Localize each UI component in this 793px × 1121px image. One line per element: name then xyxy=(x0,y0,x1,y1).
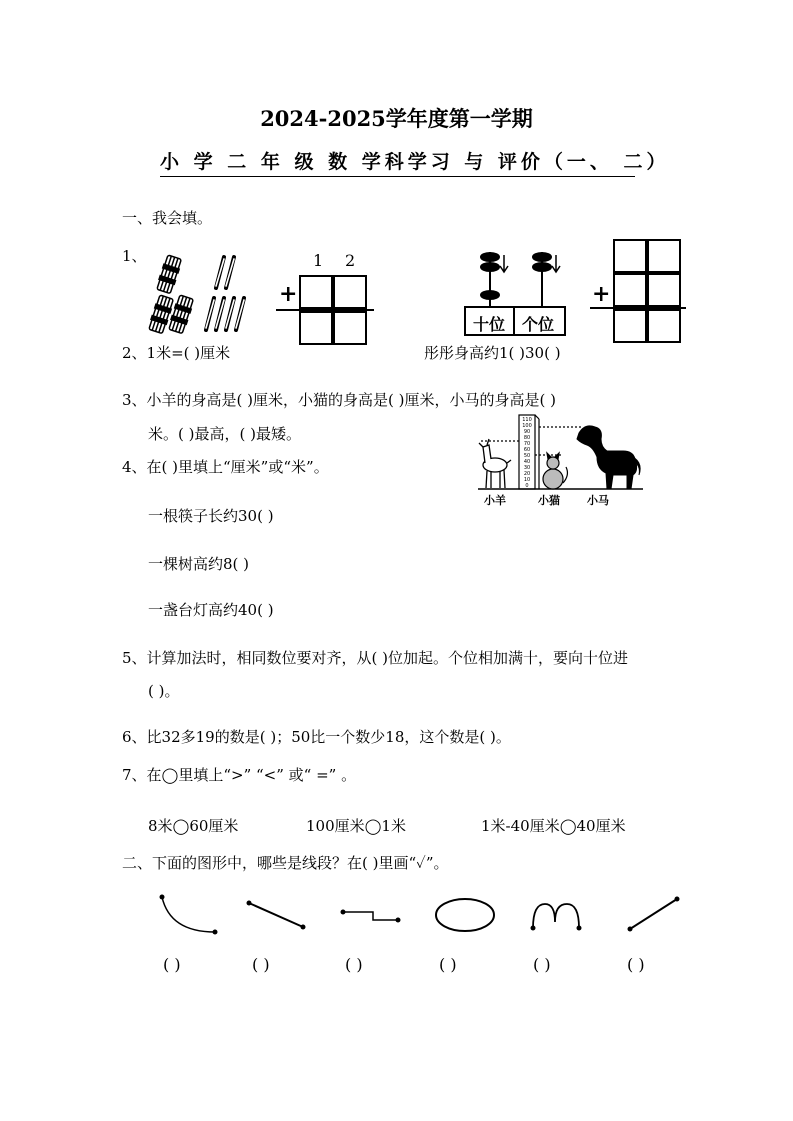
question-4-item: 一棵树高约8( ) xyxy=(148,555,250,573)
answer-parens[interactable]: ( ) xyxy=(533,955,551,974)
question-6: 6、比32多19的数是( )；50比一个数少18，这个数是( )。 xyxy=(122,728,511,746)
stick-bundles-illustration xyxy=(150,250,260,340)
shape-line-segment-2 xyxy=(624,893,694,933)
section-heading-1: 一、我会填。 xyxy=(122,209,213,227)
page-title: 2024-2025学年度第一学期 xyxy=(260,106,533,131)
addition-grid-1 xyxy=(276,272,376,352)
digit-ones: 2 xyxy=(345,251,356,270)
question-3-line2: 米。( )最高，( )最矮。 xyxy=(148,425,301,443)
question-1-number: 1、 xyxy=(122,247,147,265)
answer-parens[interactable]: ( ) xyxy=(163,955,181,974)
ruler-tick-label: 60 xyxy=(523,447,531,453)
question-7-item: 1米-40厘米◯40厘米 xyxy=(481,817,626,835)
ruler-tick-label: 50 xyxy=(523,453,531,459)
question-7-item: 8米◯60厘米 xyxy=(148,817,239,835)
plus-sign: + xyxy=(279,281,298,307)
ruler-tick-label: 10 xyxy=(523,477,531,483)
question-4-item: 一根筷子长约30( ) xyxy=(148,507,274,525)
answer-parens[interactable]: ( ) xyxy=(439,955,457,974)
question-4: 4、在( )里填上“厘米”或“米”。 xyxy=(122,458,329,476)
ruler-tick-label: 100 xyxy=(522,423,532,429)
page-subtitle: 小 学 二 年 级 数 学科学习 与 评价（一、 二） xyxy=(160,147,635,177)
ruler-tick-label: 80 xyxy=(523,435,531,441)
ruler-tick-label: 30 xyxy=(523,465,531,471)
answer-parens[interactable]: ( ) xyxy=(627,955,645,974)
question-3-line1: 3、小羊的身高是( )厘米，小猫的身高是( )厘米，小马的身高是( ) xyxy=(122,391,556,409)
ruler-tick-label: 70 xyxy=(523,441,531,447)
place-tens-label: 十位 xyxy=(473,315,506,334)
shape-curve xyxy=(155,892,225,942)
question-7-item: 100厘米◯1米 xyxy=(306,817,406,835)
animal-label-goat: 小羊 xyxy=(484,494,506,507)
answer-parens[interactable]: ( ) xyxy=(345,955,363,974)
question-2b: 彤彤身高约1( )30( ) xyxy=(424,344,561,362)
addition-grid-2 xyxy=(588,238,688,348)
ruler-tick-label: 110 xyxy=(522,417,532,423)
place-ones-label: 个位 xyxy=(522,315,555,334)
question-4-item: 一盏台灯高约40( ) xyxy=(148,601,274,619)
ruler-tick-label: 0 xyxy=(525,483,529,489)
digit-tens: 1 xyxy=(313,251,324,270)
question-2: 2、1米=( )厘米 xyxy=(122,344,231,362)
shape-line-segment-1 xyxy=(243,897,313,937)
ruler-tick-label: 40 xyxy=(523,459,531,465)
ruler-tick-label: 20 xyxy=(523,471,531,477)
plus-sign-2: + xyxy=(592,281,611,307)
question-7: 7、在◯里填上“>” “<” 或“ =” 。 xyxy=(122,766,357,784)
answer-parens[interactable]: ( ) xyxy=(252,955,270,974)
question-5-line2: ( )。 xyxy=(148,682,180,700)
shape-wave xyxy=(527,898,597,938)
section-heading-2: 二、下面的图形中，哪些是线段？在( )里画“✓”。 xyxy=(122,854,449,872)
animal-label-cat: 小猫 xyxy=(538,494,560,507)
shape-step-line xyxy=(340,900,410,940)
ruler-tick-label: 90 xyxy=(523,429,531,435)
animal-label-horse: 小马 xyxy=(587,494,609,507)
question-5-line1: 5、计算加法时，相同数位要对齐，从( )位加起。个位相加满十，要向十位进 xyxy=(122,649,629,667)
shape-ellipse xyxy=(433,897,503,937)
